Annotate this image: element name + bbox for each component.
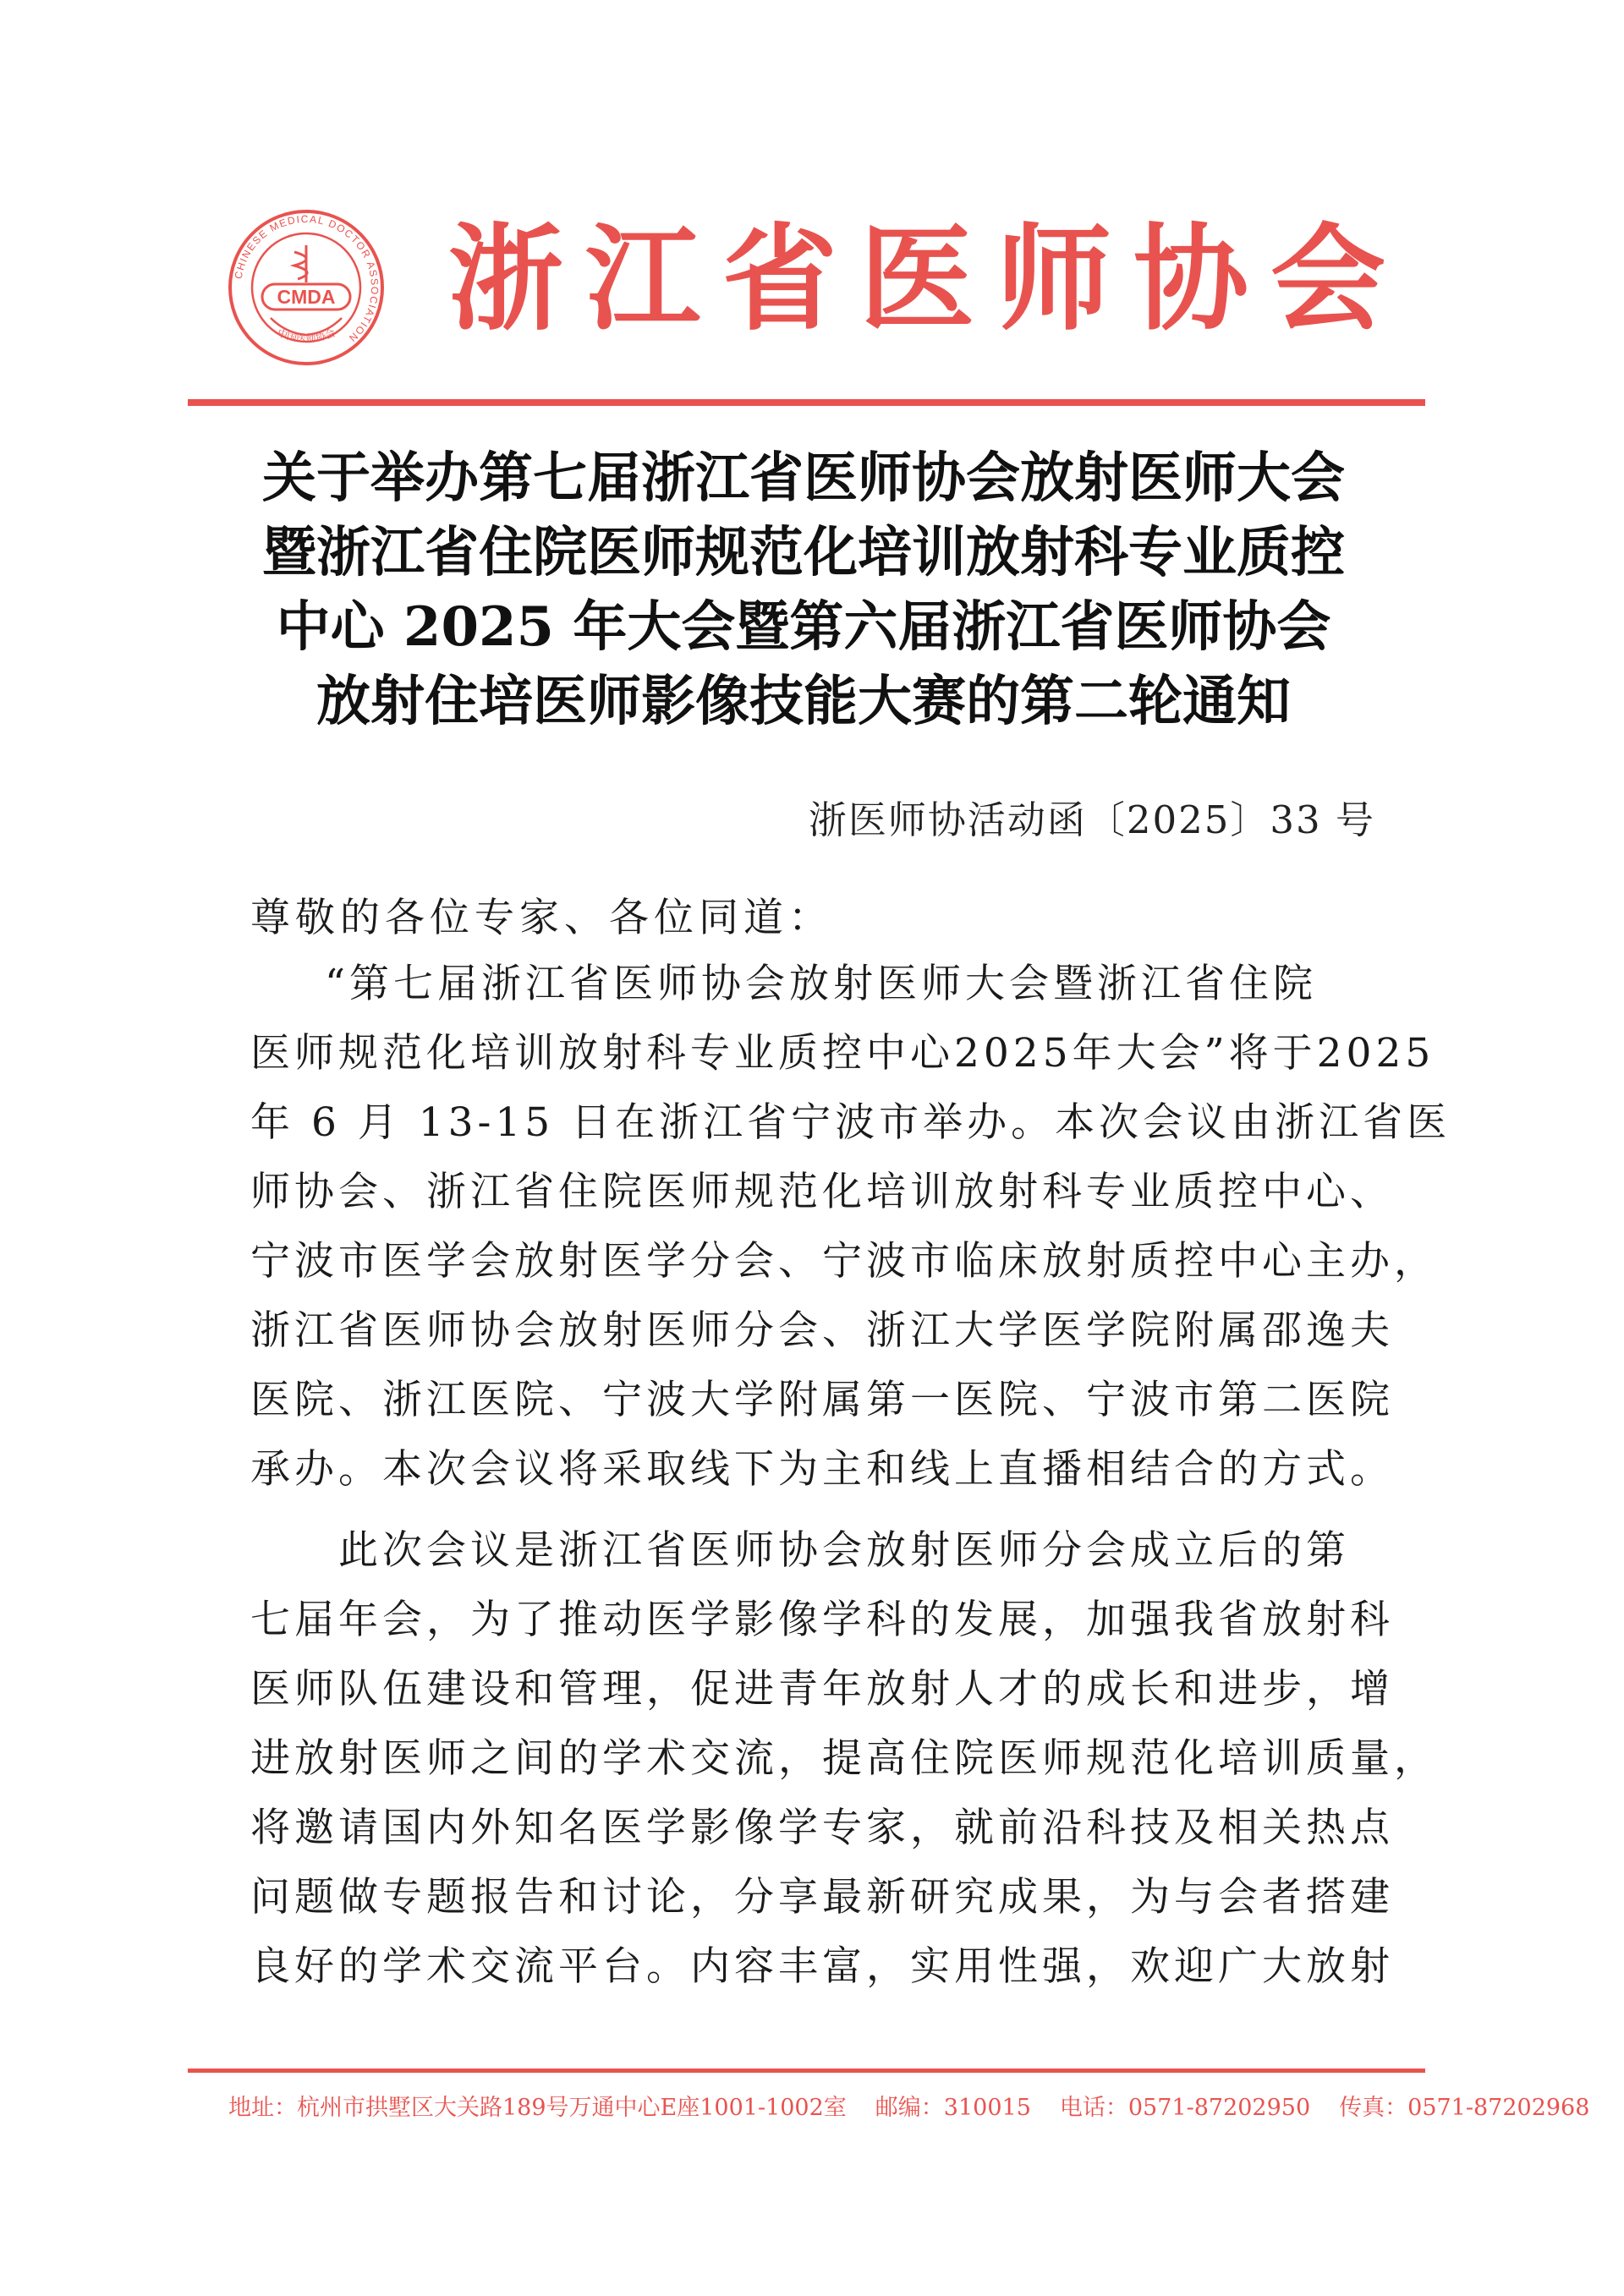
title-line: 中心 2025 年大会暨第六届浙江省医师协会 — [276, 595, 1331, 659]
body-line: 承办。本次会议将采取线下为主和线上直播相结合的方式。 — [250, 1446, 1394, 1493]
document-number: 浙医师协活动函〔2025〕33 号 — [808, 797, 1375, 842]
body-line: 良好的学术交流平台。内容丰富，实用性强，欢迎广大放射 — [250, 1943, 1394, 1990]
body-line: 年 6 月 13-15 日在浙江省宁波市举办。本次会议由浙江省医 — [250, 1099, 1451, 1146]
body-line: 医院、浙江医院、宁波大学附属第一医院、宁波市第二医院 — [250, 1377, 1394, 1423]
body-line: “第七届浙江省医师协会放射医师大会暨浙江省住院 — [325, 961, 1318, 1007]
body-line: 医师队伍建设和管理，促进青年放射人才的成长和进步，增 — [250, 1666, 1394, 1712]
body-line: 七届年会，为了推动医学影像学科的发展，加强我省放射科 — [250, 1597, 1394, 1643]
body-line: 浙江省医师协会放射医师分会、浙江大学医学院附属邵逸夫 — [250, 1307, 1394, 1354]
cmda-logo-seal — [227, 208, 386, 367]
footer-fax: 传真：0571-87202968 — [1339, 2095, 1590, 2121]
footer-phone: 电话：0571-87202950 — [1059, 2095, 1311, 2121]
body-line: 此次会议是浙江省医师协会放射医师分会成立后的第 — [338, 1527, 1350, 1574]
header-divider — [188, 399, 1425, 406]
body-line: 将邀请国内外知名医学影像学专家，就前沿科技及相关热点 — [250, 1805, 1394, 1851]
title-line: 暨浙江省住院医师规范化培训放射科专业质控 — [262, 521, 1345, 584]
body-line: 师协会、浙江省住院医师规范化培训放射科专业质控中心、 — [250, 1169, 1394, 1215]
logo-center-text: CMDA — [277, 286, 336, 308]
body-line: 宁波市医学会放射医学分会、宁波市临床放射质控中心主办， — [250, 1238, 1438, 1285]
salutation: 尊敬的各位专家、各位同道： — [250, 895, 833, 941]
footer-postcode: 邮编：310015 — [875, 2095, 1031, 2121]
title-line: 关于举办第七届浙江省医师协会放射医师大会 — [262, 447, 1345, 510]
logo-ring-text: CHINESE MEDICAL DOCTOR ASSOCIATION — [232, 212, 381, 345]
document-title — [195, 441, 1413, 739]
body-line: 进放射医师之间的学术交流，提高住院医师规范化培训质量， — [250, 1735, 1438, 1782]
body-line: 医师规范化培训放射科专业质控中心2025年大会”将于2025 — [250, 1030, 1435, 1077]
org-name: 浙江省医师协会 — [448, 211, 1407, 347]
title-line: 放射住培医师影像技能大赛的第二轮通知 — [316, 670, 1291, 733]
footer-divider — [188, 2069, 1425, 2073]
footer-contact — [228, 2089, 1590, 2122]
footer-address: 地址：杭州市拱墅区大关路189号万通中心E座1001-1002室 — [228, 2095, 847, 2121]
body-line: 问题做专题报告和讨论，分享最新研究成果，为与会者搭建 — [250, 1874, 1394, 1921]
logo-bottom-text: 中国医师协会 — [275, 326, 337, 345]
